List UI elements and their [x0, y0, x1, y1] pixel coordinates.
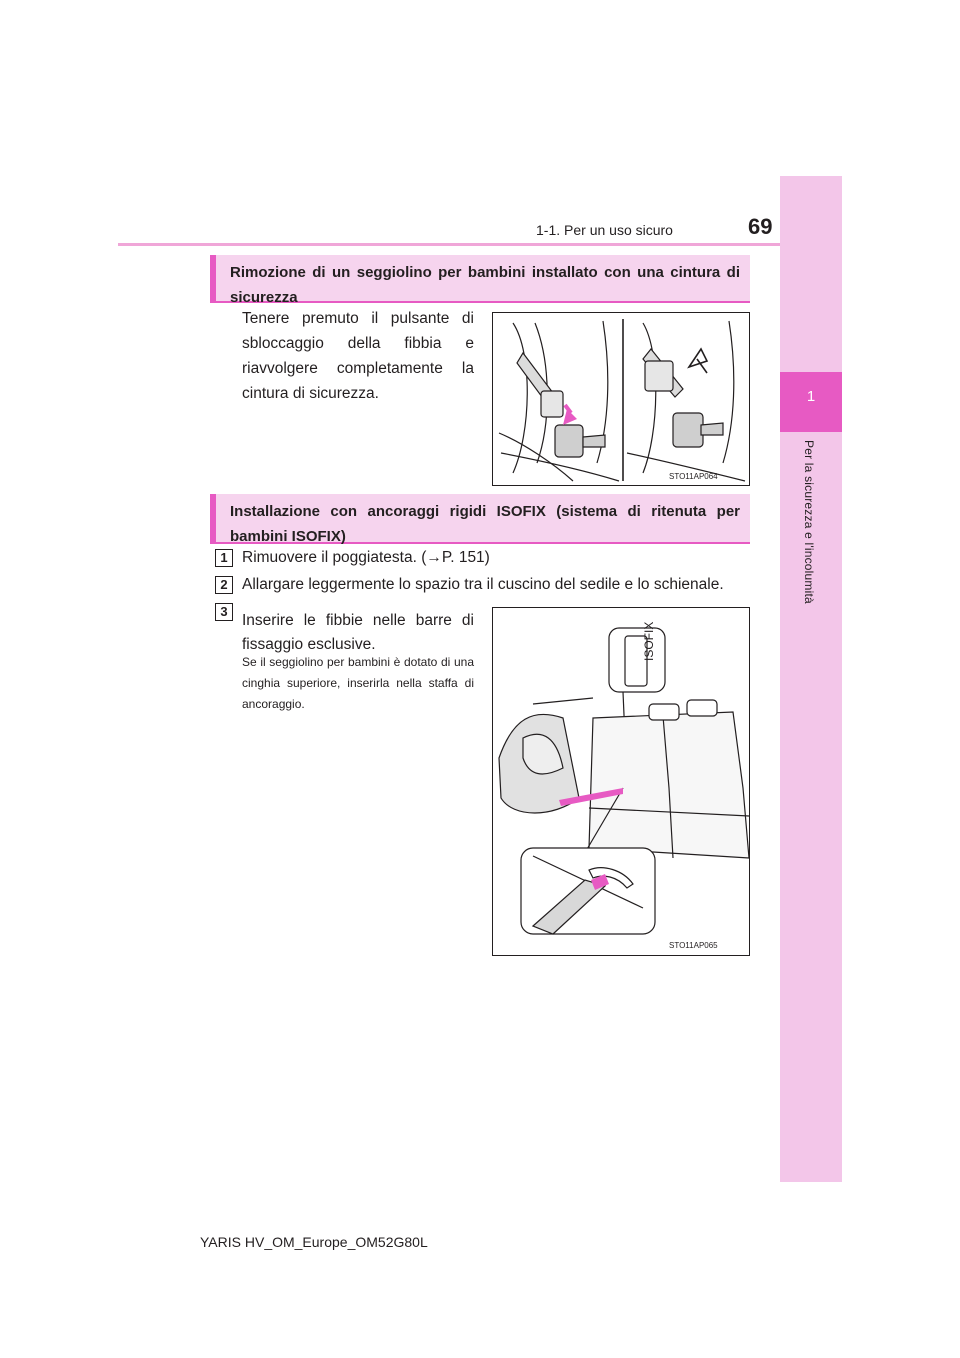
chapter-side-tab [780, 176, 842, 1182]
step-3-text: Inserire le fibbie nelle barre di fissaggio esclusive. [242, 612, 474, 653]
step-2-text: Allargare leggermente lo spazio tra il cuscino del sedile e lo schienale. [242, 576, 724, 593]
isofix-figure-label: ISOFIX [642, 621, 656, 661]
isofix-drawing [493, 608, 749, 955]
step-1-text: Rimuovere il poggiatesta. (→P. 151) [242, 549, 490, 566]
chapter-number: 1 [806, 388, 816, 405]
section-title-isofix: Installazione con ancoraggi rigidi ISOFIX (sistema di ritenuta per bambini ISOFIX) [210, 494, 750, 544]
page-number: 69 [748, 214, 773, 239]
buckle-release-illustration [492, 312, 750, 486]
step-number-1: 1 [215, 549, 233, 567]
chapter-title: Per la sicurezza e l'incolumità [802, 440, 816, 604]
running-head: 1-1. Per un uso sicuro [536, 222, 673, 238]
header-rule [118, 243, 780, 246]
figure-code-1: STO11AP064 [669, 472, 718, 481]
document-code: YARIS HV_OM_Europe_OM52G80L [200, 1234, 428, 1250]
step-number-3: 3 [215, 603, 233, 621]
step-number-2: 2 [215, 576, 233, 594]
section-title-removal: Rimozione di un seggiolino per bambini installato con una cintura di sicurezza [210, 255, 750, 303]
figure-code-2: STO11AP065 [669, 941, 718, 950]
isofix-illustration [492, 607, 750, 956]
buckle-release-drawing [493, 313, 749, 485]
removal-instructions: Tenere premuto il pulsante di sbloccaggio della fibbia e riavvolgere completamente la cintura di sicurezza. [242, 310, 474, 402]
tether-note: Se il seggiolino per bambini è dotato di una cinghia superiore, inserirla nella staffa di ancoraggio. [242, 655, 474, 711]
